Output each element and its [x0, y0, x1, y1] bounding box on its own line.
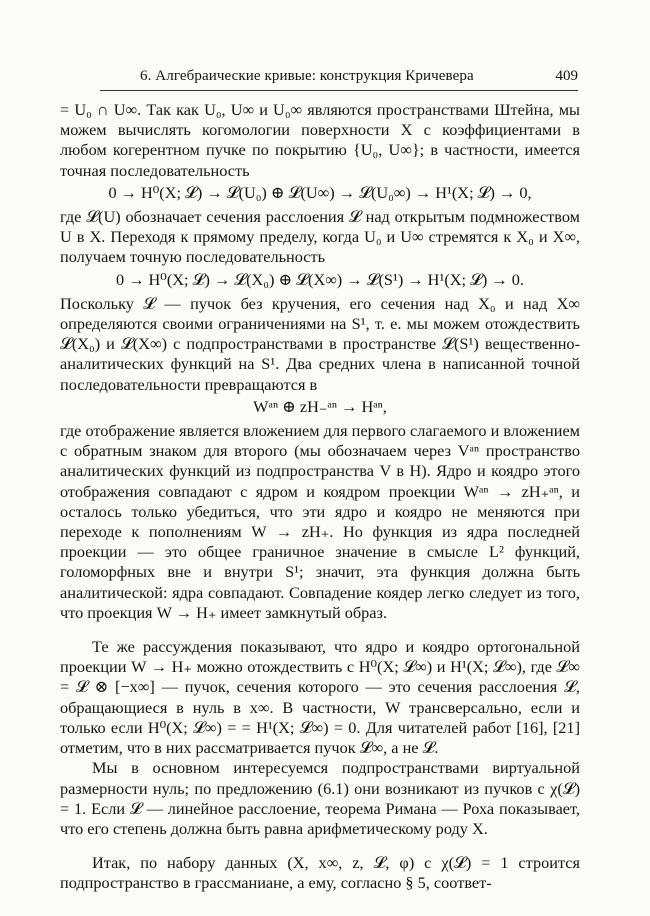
running-head: 6. Алгебраические кривые: конструкция Кричевера	[140, 68, 474, 84]
paragraph: = U₀ ∩ U∞. Так как U₀, U∞ и U₀∞ являются пространствами Штейна, мы можем вычислять когомологии поверхности X с коэффициентами в любом когерентном пучке по покрытию {U₀, U∞}; в частности, имеется точная последовательность	[60, 100, 580, 180]
paragraph: Мы в основном интересуемся подпространствами виртуальной размерности нуль; по предложению (6.1) они возникают из пучков с χ(𝓛) = 1. Если 𝓛 — линейное расслоение, теорема Римана — Роха показывает, что его степень должна быть равна арифметическому роду X.	[60, 758, 580, 838]
page-body	[60, 100, 580, 894]
page-header	[100, 64, 578, 90]
paragraph: где 𝓛(U) обозначает сечения расслоения 𝓛 над открытым подмножеством U в X. Переходя к прямому пределу, когда U₀ и U∞ стремятся к X₀ и X∞, получаем точную последовательность	[60, 207, 580, 267]
paragraph: Итак, по набору данных (X, x∞, z, 𝓛, φ) с χ(𝓛) = 1 строится подпространство в грассманиане, а ему, согласно § 5, соответ-	[60, 853, 580, 893]
page-number: 409	[555, 68, 578, 84]
header-rule	[100, 90, 578, 91]
equation: 0 → H⁰(X; 𝓛) → 𝓛(U₀) ⊕ 𝓛(U∞) → 𝓛(U₀∞) → H¹(X; 𝓛) → 0,	[108, 182, 532, 202]
equation: Wᵃⁿ ⊕ zH₋ᵃⁿ → Hᵃⁿ,	[253, 396, 387, 416]
equation: 0 → H⁰(X; 𝓛) → 𝓛(X₀) ⊕ 𝓛(X∞) → 𝓛(S¹) → H¹(X; 𝓛) → 0.	[115, 269, 524, 289]
paragraph: где отображение является вложением для первого слагаемого и вложением с обратным знаком для второго (мы обозначаем через Vᵃⁿ пространство аналитических функций из подпространства V в H). Ядро и коядро этого отображения совпадают с ядром и коядром проекции Wᵃⁿ → zH₊ᵃⁿ, и осталось только убедиться, что эти ядро и коядро не меняются при переходе к пополнениям W → zH₊. Но функция из ядра последней проекции — это общее граничное значение в смысле L² функций, голоморфных вне и внутри S¹; значит, эта функция должна быть аналитической: ядра совпадают. Совпадение коядер легко следует из того, что проекция W → H₊ имеет замкнутый образ.	[60, 421, 580, 622]
paragraph: Те же рассуждения показывают, что ядро и коядро ортогональной проекции W → H₊ можно отождествить с H⁰(X; 𝓛∞) и H¹(X; 𝓛∞), где 𝓛∞ = 𝓛 ⊗ [−x∞] — пучок, сечения которого — это сечения расслоения 𝓛, обращающиеся в нуль в x∞. В частности, W трансверсально, если и только если H⁰(X; 𝓛∞) = = H¹(X; 𝓛∞) = 0. Для читателей работ [16], [21] отметим, что в них рассматривается пучок 𝓛∞, а не 𝓛.	[60, 637, 580, 758]
paragraph: Поскольку 𝓛 — пучок без кручения, его сечения над X₀ и над X∞ определяются своими ограничениями на S¹, т. е. мы можем отождествить 𝓛(X₀) и 𝓛(X∞) с подпространствами в пространстве 𝓛(S¹) вещественно-аналитических функций на S¹. Два средних члена в написанной точной последовательности превращаются в	[60, 293, 580, 394]
